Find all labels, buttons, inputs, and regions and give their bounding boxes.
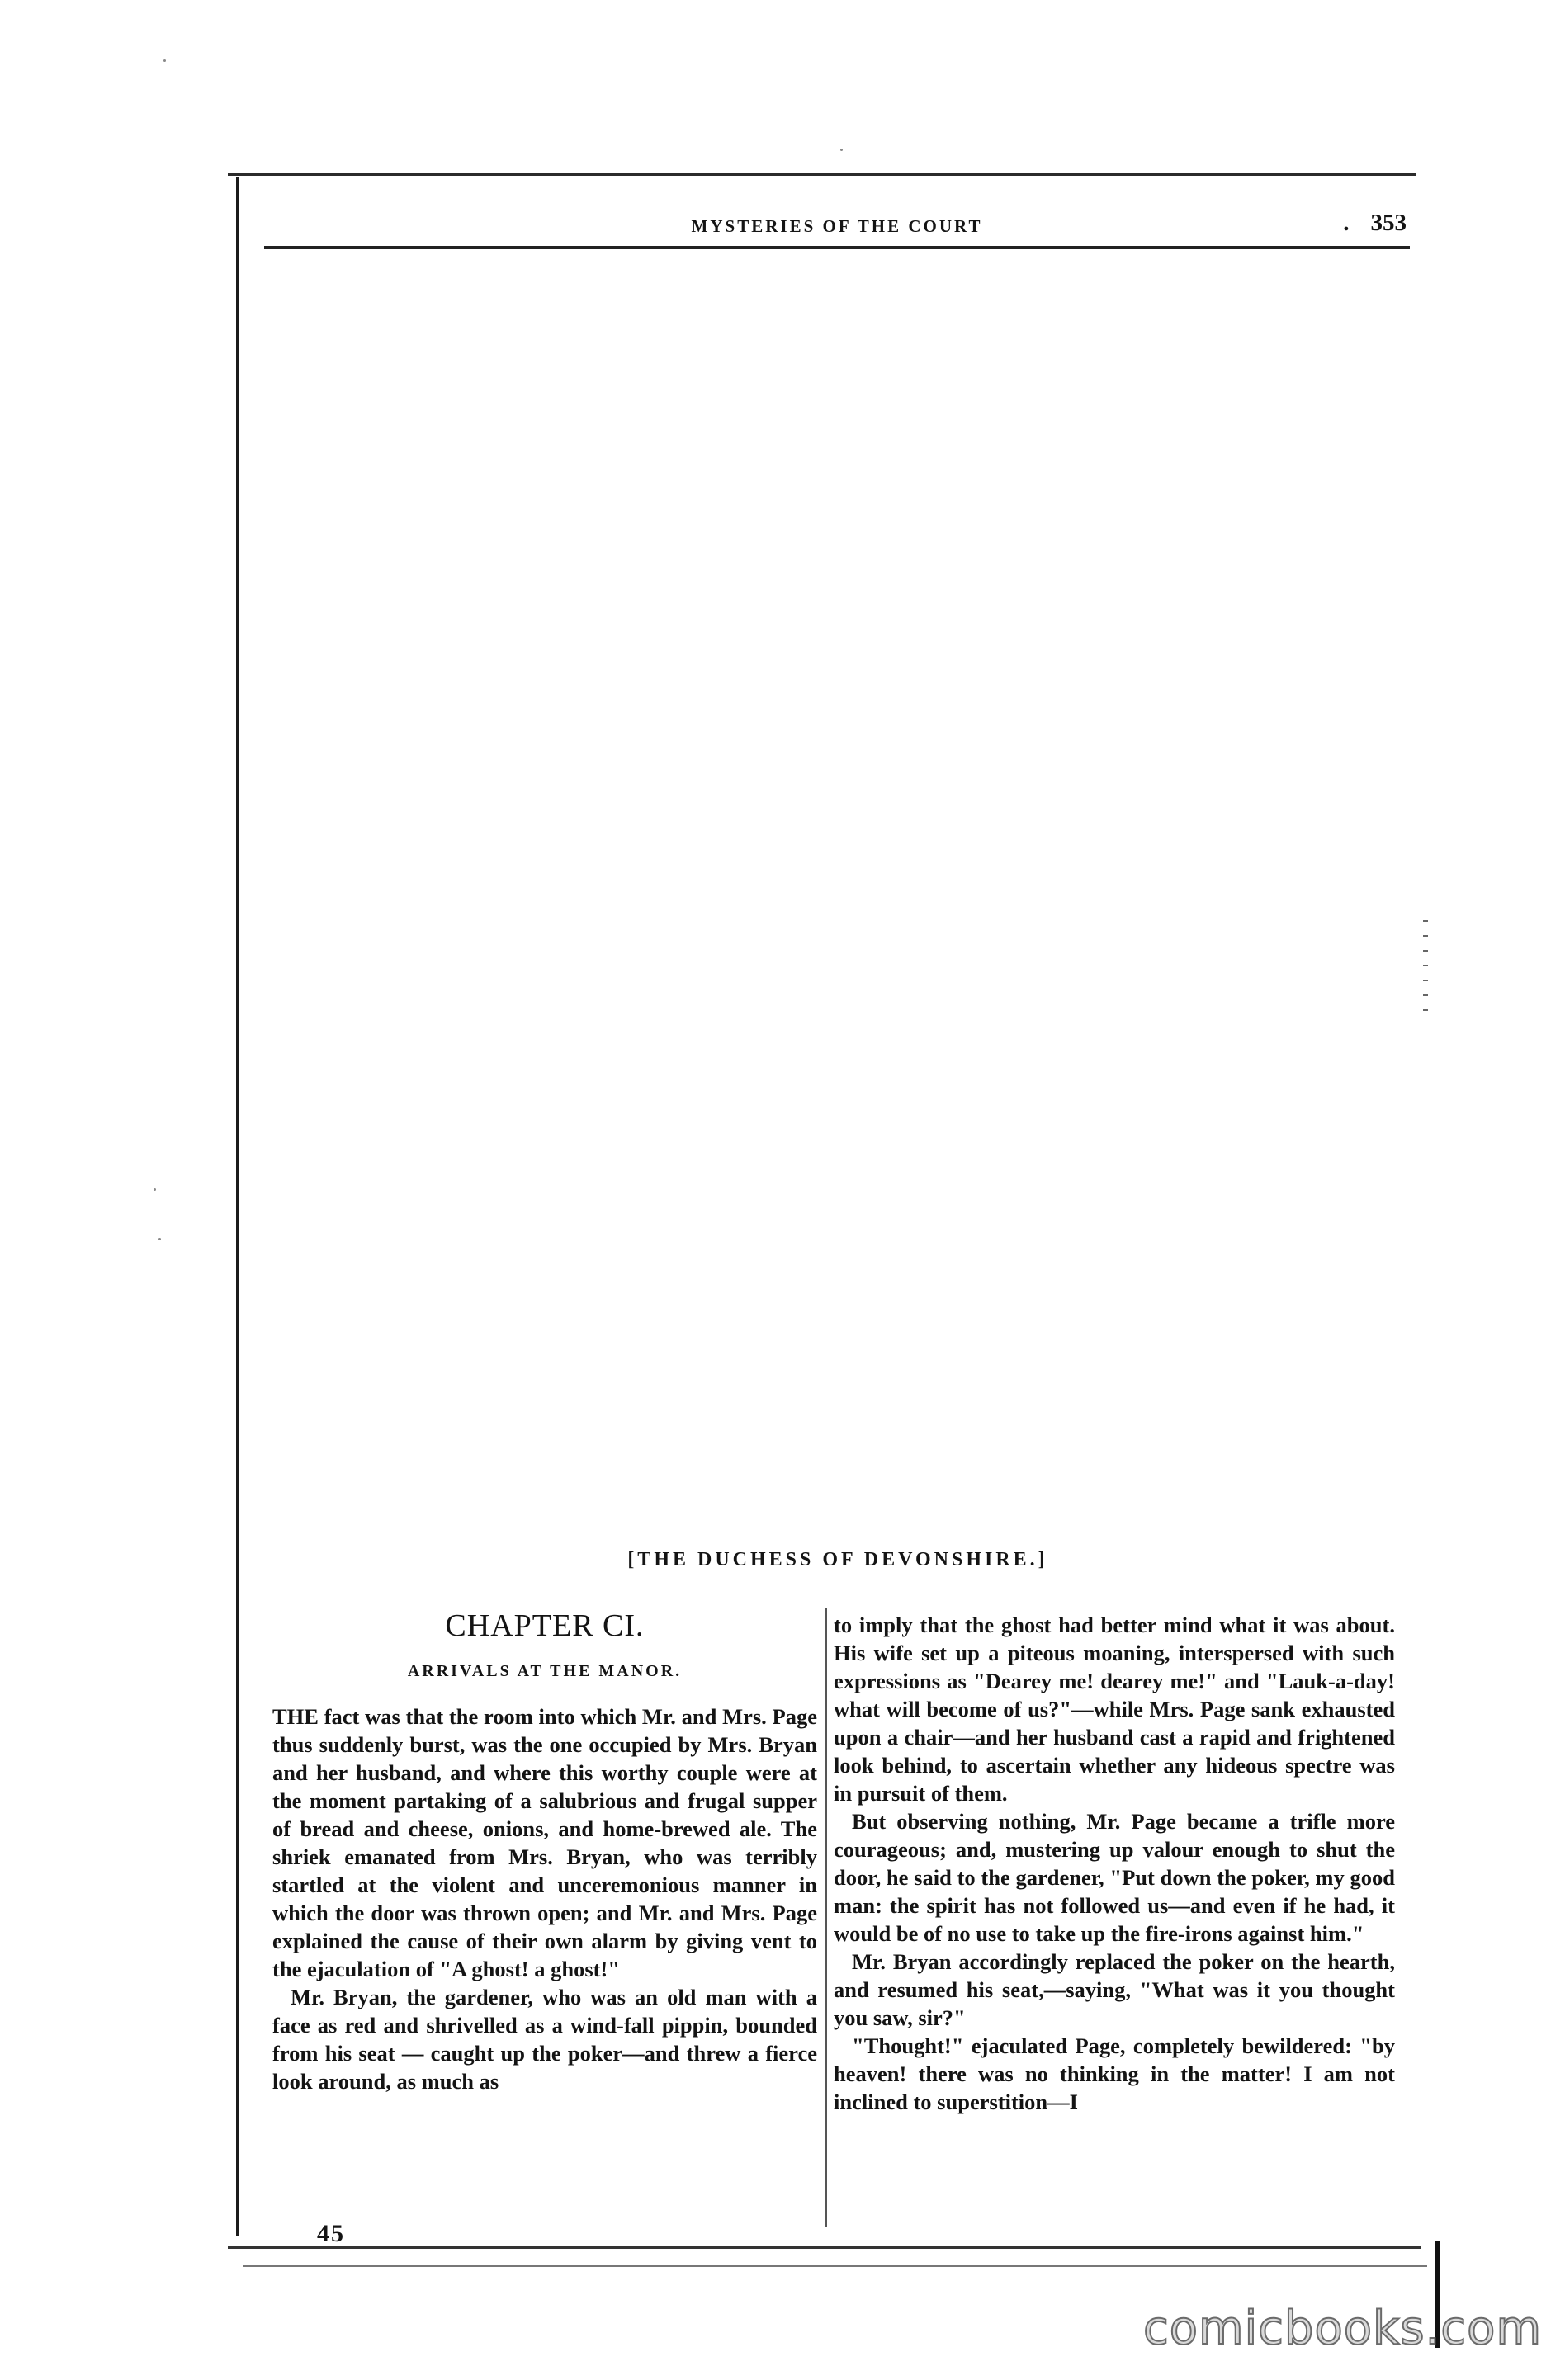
- margin-dots: [1423, 920, 1428, 1011]
- paragraph: to imply that the ghost had better mind what it was about. His wife set up a piteous moaning, interspersed with such expressions as "Dearey me! dearey me!" and "Lauk-a-day! what will become of us?"—while Mrs. Page sank exhausted upon a chair—and her husband cast a rapid and frightened look behind, to ascertain whether any hideous spectre was in pursuit of them.: [834, 1613, 1395, 1806]
- column-divider: [825, 1608, 827, 2227]
- paragraph: Mr. Bryan accordingly replaced the poker on the hearth, and resumed his seat,—saying, "What was it you thought you saw, sir?": [834, 1949, 1395, 2030]
- chapter-title: CHAPTER CI.: [445, 1608, 645, 1643]
- illustration-caption: [THE DUCHESS OF DEVONSHIRE.]: [627, 1549, 1048, 1570]
- watermark: comicbooks.com: [1142, 2302, 1542, 2355]
- page-number-dot: .: [1343, 210, 1350, 236]
- frame-bottom-rule: [228, 2246, 1421, 2249]
- running-head-rule: [264, 246, 1410, 249]
- illustration-area: [272, 272, 1403, 1535]
- scan-speck: [163, 59, 166, 62]
- running-head: [264, 210, 1410, 243]
- frame-left-rule: [236, 177, 239, 2236]
- scan-speck: [154, 1188, 156, 1191]
- paragraph: Mr. Bryan, the gardener, who was an old man with a face as red and shrivelled as a wind-fall pippin, bounded from his seat — caught up the poker—and threw a fierce look around, as much as: [272, 1985, 817, 2094]
- scan-speck: [158, 1238, 161, 1240]
- paragraph: THE fact was that the room into which Mr. and Mrs. Page thus suddenly burst, was the one occupied by Mrs. Bryan and her husband, and where this worthy couple were at the moment partaking of a salubrious and frugal supper of bread and cheese, onions, and home-brewed ale. The shriek emanated from Mrs. Bryan, who was terribly startled at the violent and unceremonious manner in which the door was thrown open; and Mr. and Mrs. Page explained the cause of their own alarm by giving vent to the ejaculation of "A ghost! a ghost!": [272, 1704, 817, 1981]
- page-number-value: 353: [1370, 210, 1407, 236]
- chapter-subtitle: ARRIVALS AT THE MANOR.: [407, 1662, 683, 1680]
- paragraph: But observing nothing, Mr. Page became a trifle more courageous; and, mustering up valour enough to shut the door, he said to the gardener, "Put down the poker, my good man: the spirit has not followed us—and even if he had, it would be of no use to take up the fire-irons against him.": [834, 1809, 1395, 1946]
- right-column: [834, 1611, 1395, 2116]
- paragraph: "Thought!" ejaculated Page, completely bewildered: "by heaven! there was no thinking in the matter! I am not inclined to superstition—I: [834, 2033, 1395, 2114]
- left-column: [272, 1608, 817, 2095]
- frame-bottom-rule-secondary: [243, 2265, 1427, 2267]
- frame-top-rule: [228, 173, 1416, 176]
- signature-mark: 45: [317, 2220, 345, 2247]
- page-number: [1343, 210, 1407, 237]
- scan-speck: [840, 149, 843, 151]
- running-title: MYSTERIES OF THE COURT: [691, 216, 983, 236]
